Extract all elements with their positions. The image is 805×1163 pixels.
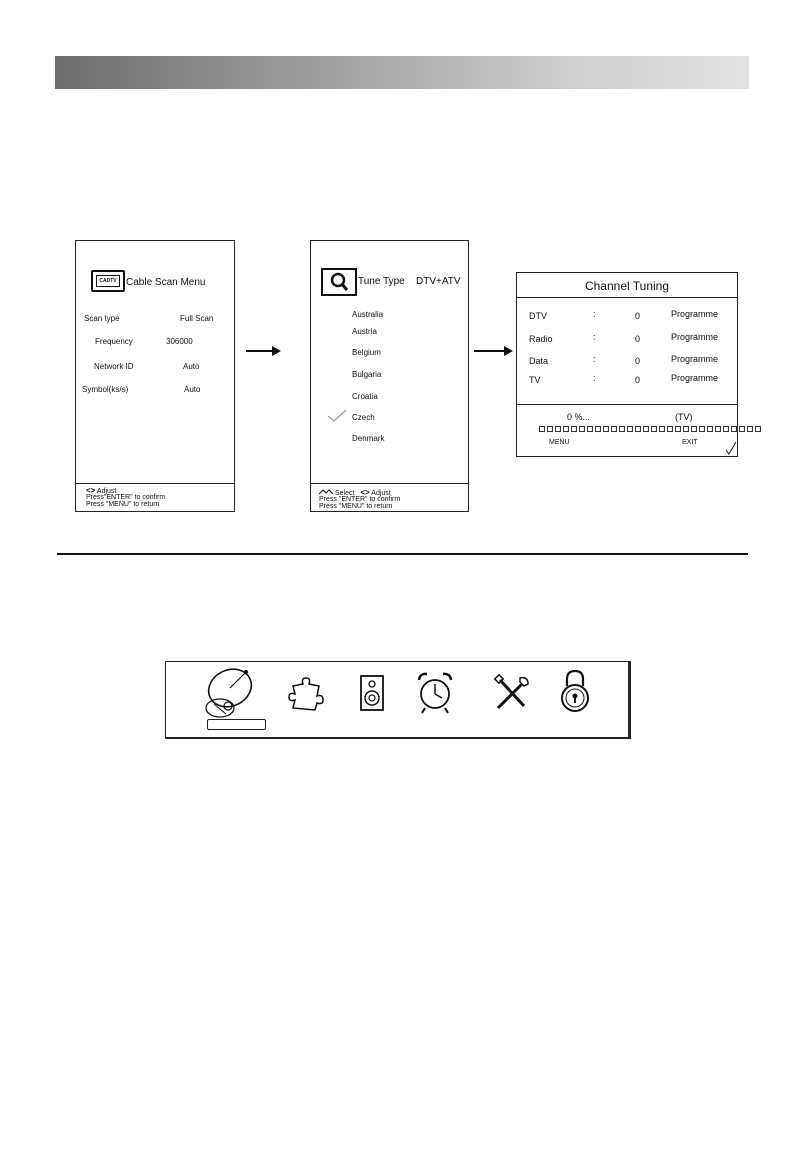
left-right-arrows-icon: <> [86,486,96,495]
radio-label: Radio [529,334,553,344]
data-sep: : [593,354,596,364]
radio-unit: Programme [671,332,719,342]
progress-bar [539,426,761,432]
puzzle-icon[interactable] [287,674,325,712]
cable-scan-menu-panel [75,240,235,512]
selected-indicator [207,719,266,730]
satellite-dish-icon[interactable] [194,666,260,718]
dtv-unit: Programme [671,309,719,319]
network-id-label: Network ID [94,362,134,371]
tune-type-value[interactable]: DTV+ATV [416,276,461,287]
adjust-hint-text: Adjust [96,488,117,495]
channel-tuning-panel [516,272,738,457]
tools-icon[interactable] [492,674,532,712]
progress-percent: 0 %... [567,412,591,422]
scan-type-label: Scan type [84,314,120,323]
confirm-hint: Press "ENTER" to confirm [319,496,401,503]
tv-count: 0 [635,375,641,385]
up-down-arrows-icon [319,489,333,495]
left-right-arrows-icon: <> [360,488,370,497]
panel-footer-divider [76,483,234,484]
frequency-label: Frequency [95,337,133,346]
radio-count: 0 [635,334,641,344]
dtv-label: DTV [529,311,547,321]
country-item[interactable]: Australia [352,310,384,319]
adjust-hint-text: Adjust [371,490,391,497]
cadtv-logo-icon [91,270,125,292]
tv-unit: Programme [671,373,719,383]
symbol-rate-label: Symbol(ks/s) [82,385,129,394]
scan-type-value[interactable]: Full Scan [180,314,214,323]
alarm-clock-icon[interactable] [416,670,454,714]
country-item[interactable]: Belgium [352,348,381,357]
main-menu-icon-bar [165,661,631,739]
country-item-selected[interactable]: Czech [352,413,375,422]
country-item[interactable]: Croatia [352,392,378,401]
checkmark-icon [327,409,347,423]
channel-tuning-title: Channel Tuning [584,279,670,293]
radio-sep: : [593,332,596,342]
tv-sep: : [593,373,596,383]
network-id-value[interactable]: Auto [183,362,200,371]
select-hint-text: Select [334,490,355,497]
dtv-sep: : [593,309,596,319]
data-unit: Programme [671,354,719,364]
dtv-count: 0 [635,311,641,321]
tv-label: TV [529,375,541,385]
exit-button[interactable]: EXIT [682,439,698,446]
title-divider [517,297,737,298]
return-hint: Press "MENU" to return [319,503,393,510]
tuning-mode: (TV) [675,412,693,422]
flow-arrow-1-head [272,346,281,356]
corner-check-icon [725,441,737,455]
flow-arrow-2 [474,350,506,352]
data-count: 0 [635,356,641,366]
return-hint: Press "MENU" to return [86,501,160,508]
flow-arrow-1 [246,350,274,352]
tune-type-title: Tune Type [358,276,405,287]
section-header-bar [55,56,749,89]
country-item[interactable]: Bulgaria [352,370,382,379]
panel-footer-divider [311,483,468,484]
cable-scan-title: Cable Scan Menu [126,277,206,288]
confirm-hint: Press"ENTER" to confirm [86,494,166,501]
data-label: Data [529,356,549,366]
magnifier-icon [321,268,357,296]
section-divider [57,553,748,555]
progress-divider [517,404,737,405]
tune-type-panel [310,240,469,512]
menu-button[interactable]: MENU [549,439,570,446]
speaker-icon[interactable] [359,674,385,712]
country-item[interactable]: Austria [352,327,377,336]
flow-arrow-2-head [504,346,513,356]
country-item[interactable]: Denmark [352,434,385,443]
cadtv-logo-text: CADTV [96,275,120,287]
padlock-icon[interactable] [558,668,592,714]
frequency-value[interactable]: 306000 [166,337,193,346]
symbol-rate-value[interactable]: Auto [184,385,201,394]
